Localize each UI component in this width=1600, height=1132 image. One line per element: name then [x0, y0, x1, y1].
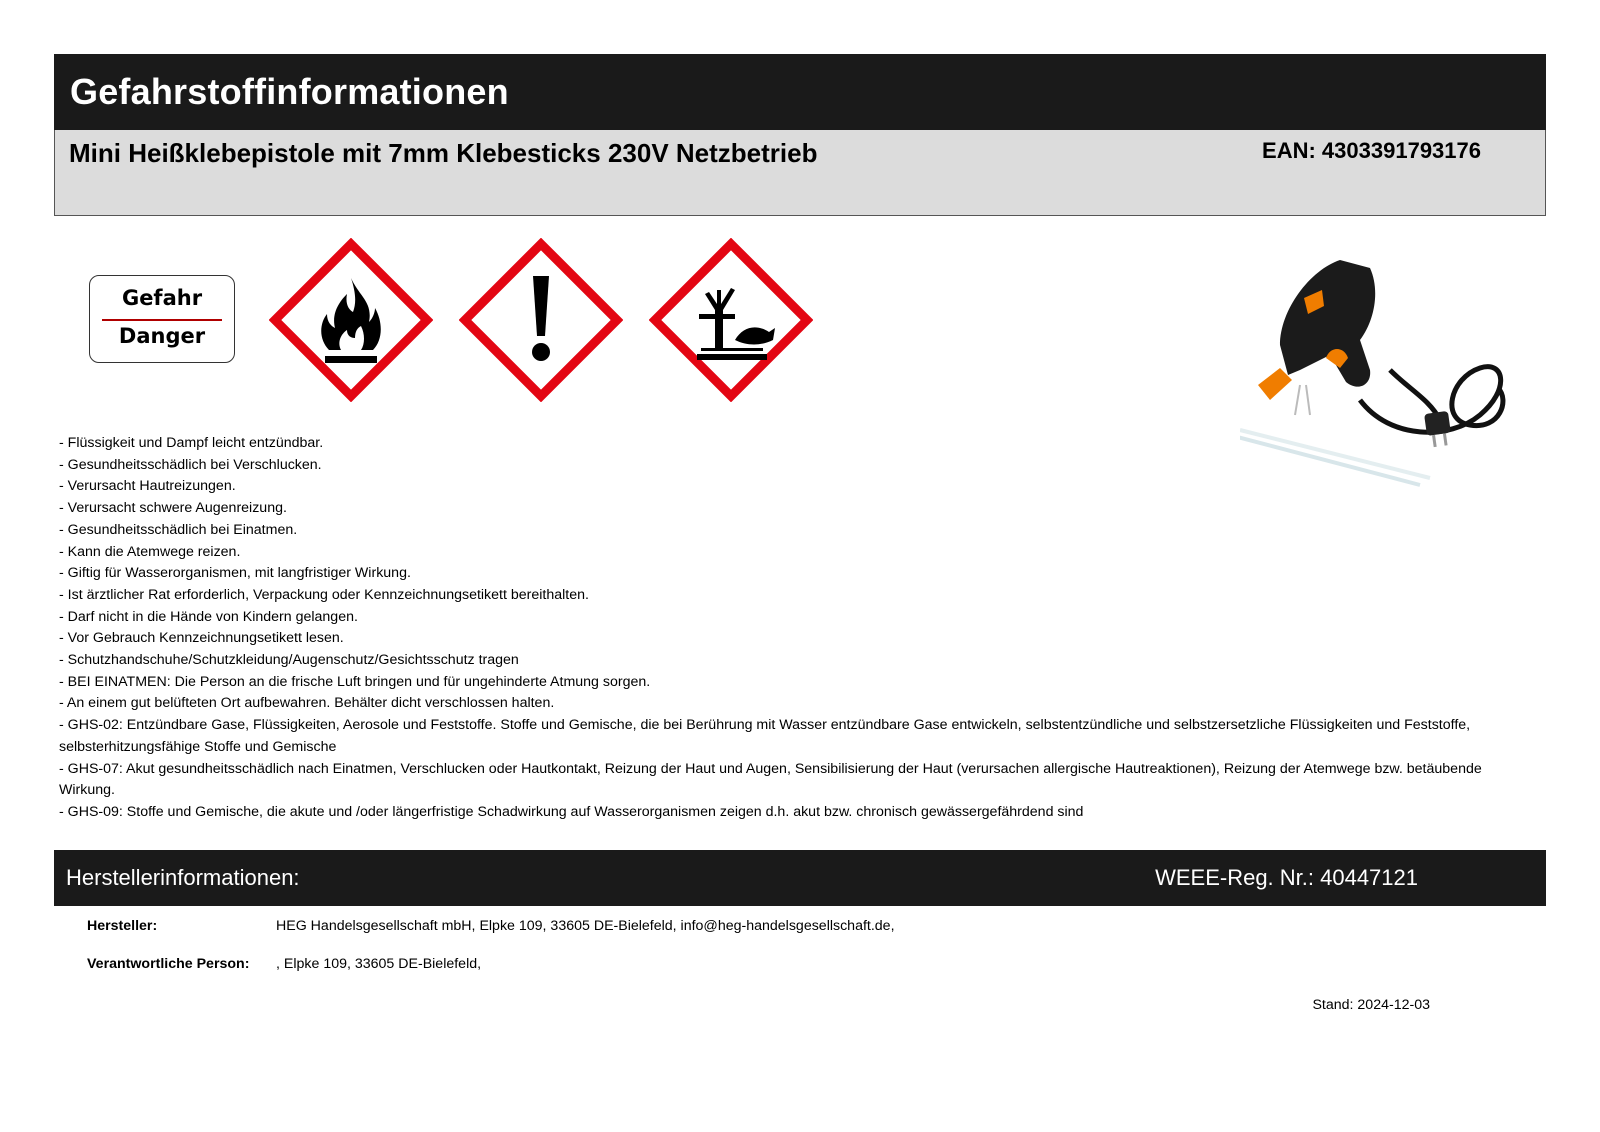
manufacturer-label: Hersteller: — [87, 918, 158, 934]
statement-item: - Darf nicht in die Hände von Kindern gelangen. — [59, 608, 358, 625]
manufacturer-value: HEG Handelsgesellschaft mbH, Elpke 109, 33605 DE-Bielefeld, info@heg-handelsgesellschaft.de, — [276, 918, 895, 934]
responsible-person-label: Verantwortliche Person: — [87, 956, 250, 972]
responsible-person-value: , Elpke 109, 33605 DE-Bielefeld, — [276, 956, 482, 972]
signal-word-box — [89, 275, 235, 363]
statement-item: - GHS-09: Stoffe und Gemische, die akute und /oder längerfristige Schadwirkung auf Wasserorganismen zeigen d.h. akut bzw. chronisch gewässergefährdend sind — [59, 803, 1084, 820]
signal-divider — [102, 319, 222, 321]
signal-word-de: Gefahr — [121, 286, 203, 310]
stand-date: Stand: 2024-12-03 — [1312, 997, 1430, 1013]
manufacturer-section-title: Herstellerinformationen: — [66, 865, 300, 890]
ean-code: EAN: 4303391793176 — [1262, 138, 1481, 163]
title-bar — [54, 54, 1546, 130]
ghs09-environment-icon — [649, 238, 813, 402]
page-title: Gefahrstoffinformationen — [70, 71, 509, 112]
statement-item: - Verursacht schwere Augenreizung. — [59, 500, 287, 517]
statement-item: - Giftig für Wasserorganismen, mit langfristiger Wirkung. — [59, 565, 411, 582]
statement-item: - Gesundheitsschädlich bei Verschlucken. — [59, 456, 322, 473]
weee-number: WEEE-Reg. Nr.: 40447121 — [1155, 865, 1418, 890]
ghs07-exclamation-icon — [459, 238, 623, 402]
ghs02-flame-icon — [269, 238, 433, 402]
hazard-statements — [59, 433, 1539, 824]
product-bar — [54, 130, 1546, 216]
statement-item: - Gesundheitsschädlich bei Einatmen. — [59, 521, 298, 538]
statement-item: - Vor Gebrauch Kennzeichnungsetikett lesen. — [59, 630, 344, 647]
statement-item: - BEI EINATMEN: Die Person an die frische Luft bringen und für ungehinderte Atmung sorgen. — [59, 673, 651, 690]
statement-item: - Verursacht Hautreizungen. — [59, 478, 236, 495]
statement-item: - Kann die Atemwege reizen. — [59, 543, 241, 560]
statement-item: - GHS-07: Akut gesundheitsschädlich nach Einatmen, Verschlucken oder Hautkontakt, Reizung der Haut und Augen, Sensibilisierung der Haut (verursachen allergische Hautreaktionen), Reizung der Atemwege bzw. betäubende Wirkung. — [59, 760, 1482, 799]
statement-item: - An einem gut belüfteten Ort aufbewahren. Behälter dicht verschlossen halten. — [59, 695, 555, 712]
statement-item: - GHS-02: Entzündbare Gase, Flüssigkeiten, Aerosole und Feststoffe. Stoffe und Gemische, die bei Berührung mit Wasser entzündbare Gase entwickeln, selbstentzündliche und selbstzersetzliche Flüssigkeiten und Feststoffe, selbsterhitzungsfähige Stoffe und Gemische — [59, 717, 1471, 755]
manufacturer-bar — [54, 850, 1546, 906]
statement-item: - Ist ärztlicher Rat erforderlich, Verpackung oder Kennzeichnungsetikett bereithalten. — [59, 586, 589, 603]
statement-item: - Schutzhandschuhe/Schutzkleidung/Augenschutz/Gesichtsschutz tragen — [59, 652, 519, 669]
statement-item: - Flüssigkeit und Dampf leicht entzündbar. — [59, 435, 324, 451]
product-name: Mini Heißklebepistole mit 7mm Klebesticks 230V Netzbetrieb — [69, 138, 818, 168]
signal-word-en: Danger — [118, 324, 206, 348]
